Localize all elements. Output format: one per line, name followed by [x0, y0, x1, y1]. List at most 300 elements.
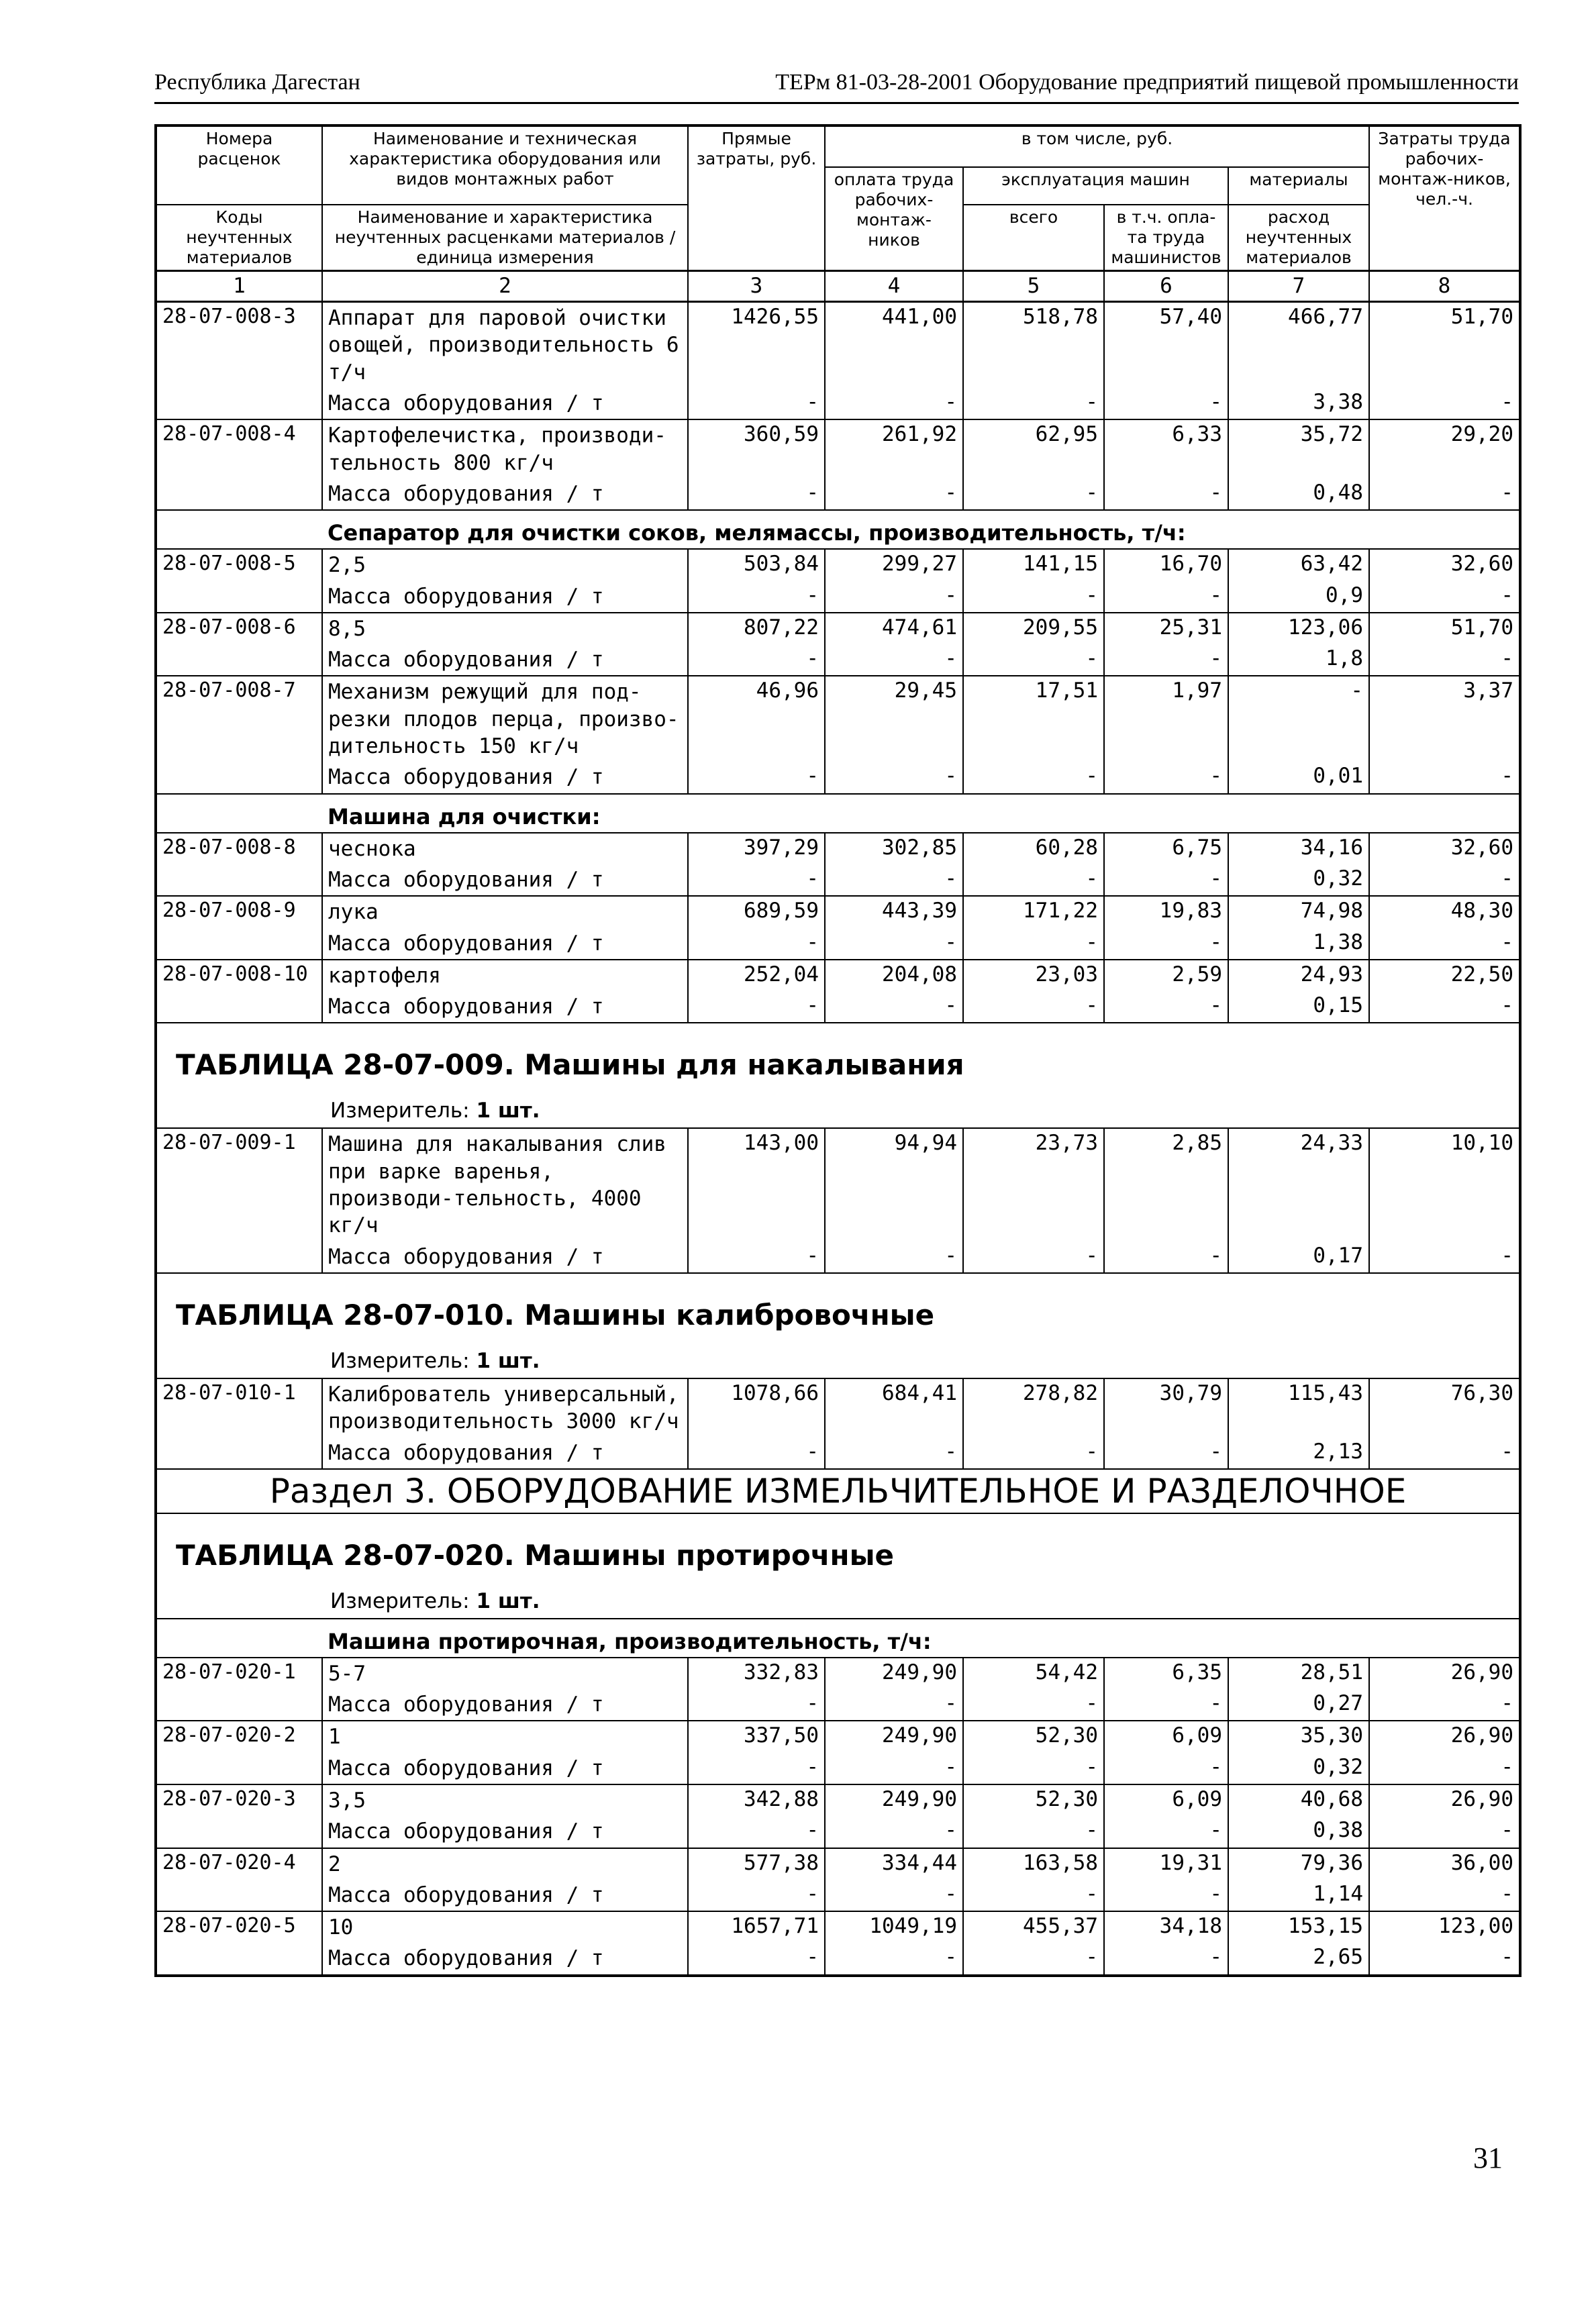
wages-value: 249,90 — [825, 1784, 963, 1816]
rate-code: 28-07-020-1 — [156, 1658, 322, 1689]
materials-mass-value: 0,32 — [1228, 1753, 1369, 1784]
direct-costs-mass-value: - — [688, 1689, 825, 1721]
machine-total-value: 209,55 — [963, 613, 1104, 644]
wages-value: 94,94 — [825, 1128, 963, 1241]
direct-costs-value: 807,22 — [688, 613, 825, 644]
page-number: 31 — [1473, 2141, 1503, 2174]
labor-hours-mass-value: - — [1369, 581, 1520, 613]
direct-costs-value: 46,96 — [688, 676, 825, 762]
machine-total-value: 163,58 — [963, 1848, 1104, 1880]
direct-costs-value: 577,38 — [688, 1848, 825, 1880]
operator-wages-mass-value: - — [1104, 1437, 1228, 1469]
materials-value: 123,06 — [1228, 613, 1369, 644]
materials-value: 153,15 — [1228, 1911, 1369, 1943]
operator-wages-value: 6,09 — [1104, 1784, 1228, 1816]
materials-mass-value: 0,32 — [1228, 864, 1369, 896]
table-row — [156, 1911, 1520, 1943]
machine-total-mass-value: - — [963, 581, 1104, 613]
operator-wages-value: 30,79 — [1104, 1378, 1228, 1437]
operator-wages-mass-value: - — [1104, 762, 1228, 793]
labor-hours-mass-value: - — [1369, 1880, 1520, 1911]
labor-hours-mass-value: - — [1369, 1943, 1520, 1975]
equipment-name: 2,5 — [322, 549, 688, 580]
measurement-unit — [162, 1340, 1513, 1376]
table-row — [156, 1784, 1520, 1816]
empty-code-cell — [156, 1753, 322, 1784]
equipment-name: 2 — [322, 1848, 688, 1880]
rate-code: 28-07-008-10 — [156, 960, 322, 991]
group-heading: Машина протирочная, производительность, т/ч: — [322, 1619, 1520, 1658]
operator-wages-mass-value: - — [1104, 991, 1228, 1023]
operator-wages-mass-value: - — [1104, 928, 1228, 960]
equipment-name: чеснока — [322, 833, 688, 864]
mass-row — [156, 762, 1520, 793]
table-row — [156, 833, 1520, 864]
direct-costs-mass-value: - — [688, 762, 825, 793]
machine-total-mass-value: - — [963, 928, 1104, 960]
section-title: Раздел 3. ОБОРУДОВАНИЕ ИЗМЕЛЬЧИТЕЛЬНОЕ И РАЗДЕЛОЧНОЕ — [156, 1469, 1520, 1513]
materials-value: 115,43 — [1228, 1378, 1369, 1437]
direct-costs-value: 332,83 — [688, 1658, 825, 1689]
materials-value: 35,30 — [1228, 1721, 1369, 1752]
mass-label: Масса оборудования / т — [322, 1880, 688, 1911]
labor-hours-value: 26,90 — [1369, 1784, 1520, 1816]
table-row — [156, 549, 1520, 580]
table-row — [156, 1128, 1520, 1241]
mass-row — [156, 581, 1520, 613]
direct-costs-value: 337,50 — [688, 1721, 825, 1752]
operator-wages-value: 19,83 — [1104, 896, 1228, 927]
group-spacer — [156, 794, 322, 833]
empty-code-cell — [156, 864, 322, 896]
empty-code-cell — [156, 644, 322, 676]
machine-total-mass-value: - — [963, 1689, 1104, 1721]
empty-code-cell — [156, 991, 322, 1023]
labor-hours-value: 26,90 — [1369, 1658, 1520, 1689]
mass-label: Масса оборудования / т — [322, 1689, 688, 1721]
materials-value: 24,93 — [1228, 960, 1369, 991]
equipment-name: Механизм режущий для под-резки плодов перца, произво-дительность 150 кг/ч — [322, 676, 688, 762]
direct-costs-mass-value: - — [688, 478, 825, 510]
rate-code: 28-07-008-4 — [156, 419, 322, 478]
empty-code-cell — [156, 581, 322, 613]
wages-mass-value: - — [825, 581, 963, 613]
direct-costs-mass-value: - — [688, 1753, 825, 1784]
group-heading-row — [156, 510, 1520, 549]
materials-value: 79,36 — [1228, 1848, 1369, 1880]
labor-hours-value: 26,90 — [1369, 1721, 1520, 1752]
measurement-unit — [162, 1089, 1513, 1125]
direct-costs-value: 143,00 — [688, 1128, 825, 1241]
rate-code: 28-07-008-3 — [156, 302, 322, 388]
labor-hours-mass-value: - — [1369, 864, 1520, 896]
wages-mass-value: - — [825, 478, 963, 510]
machine-total-value: 23,03 — [963, 960, 1104, 991]
direct-costs-value: 503,84 — [688, 549, 825, 580]
labor-hours-value: 36,00 — [1369, 1848, 1520, 1880]
operator-wages-mass-value: - — [1104, 388, 1228, 419]
group-heading: Машина для очистки: — [322, 794, 1520, 833]
labor-hours-mass-value: - — [1369, 762, 1520, 793]
wages-mass-value: - — [825, 864, 963, 896]
materials-value: 28,51 — [1228, 1658, 1369, 1689]
direct-costs-mass-value: - — [688, 1437, 825, 1469]
wages-mass-value: - — [825, 1880, 963, 1911]
unit-label: Измеритель: — [330, 1348, 470, 1373]
wages-mass-value: - — [825, 991, 963, 1023]
wages-value: 204,08 — [825, 960, 963, 991]
mass-row — [156, 1880, 1520, 1911]
machine-total-value: 52,30 — [963, 1784, 1104, 1816]
labor-hours-value: 32,60 — [1369, 549, 1520, 580]
materials-mass-value: 0,9 — [1228, 581, 1369, 613]
mass-label: Масса оборудования / т — [322, 388, 688, 419]
header-document-title: ТЕРм 81-03-28-2001 Оборудование предприятий пищевой промышленности — [775, 70, 1519, 95]
operator-wages-mass-value: - — [1104, 644, 1228, 676]
mass-row — [156, 1242, 1520, 1273]
labor-hours-value: 22,50 — [1369, 960, 1520, 991]
machine-total-mass-value: - — [963, 1242, 1104, 1273]
col-total-header: всего — [963, 205, 1104, 271]
wages-value: 302,85 — [825, 833, 963, 864]
materials-mass-value: 0,48 — [1228, 478, 1369, 510]
operator-wages-value: 6,33 — [1104, 419, 1228, 478]
empty-code-cell — [156, 478, 322, 510]
labor-hours-mass-value: - — [1369, 644, 1520, 676]
wages-mass-value: - — [825, 1242, 963, 1273]
mass-label: Масса оборудования / т — [322, 1753, 688, 1784]
materials-mass-value: 2,13 — [1228, 1437, 1369, 1469]
rate-code: 28-07-008-7 — [156, 676, 322, 762]
col-direct-costs-header: Прямые затраты, руб. — [688, 125, 825, 271]
materials-value: - — [1228, 676, 1369, 762]
materials-value: 74,98 — [1228, 896, 1369, 927]
mass-label: Масса оборудования / т — [322, 1242, 688, 1273]
labor-hours-mass-value: - — [1369, 478, 1520, 510]
operator-wages-mass-value: - — [1104, 1242, 1228, 1273]
table-row — [156, 1848, 1520, 1880]
operator-wages-value: 25,31 — [1104, 613, 1228, 644]
wages-value: 29,45 — [825, 676, 963, 762]
column-numbers-row: 1 2 3 4 5 6 7 8 — [156, 271, 1520, 302]
equipment-name: лука — [322, 896, 688, 927]
table-row — [156, 302, 1520, 388]
operator-wages-mass-value: - — [1104, 1816, 1228, 1848]
machine-total-value: 171,22 — [963, 896, 1104, 927]
labor-hours-value: 48,30 — [1369, 896, 1520, 927]
direct-costs-mass-value: - — [688, 1242, 825, 1273]
machine-total-mass-value: - — [963, 991, 1104, 1023]
materials-mass-value: 0,38 — [1228, 1816, 1369, 1848]
wages-mass-value: - — [825, 644, 963, 676]
labor-hours-value: 76,30 — [1369, 1378, 1520, 1437]
labor-hours-value: 10,10 — [1369, 1128, 1520, 1241]
machine-total-mass-value: - — [963, 644, 1104, 676]
empty-code-cell — [156, 1437, 322, 1469]
operator-wages-value: 6,35 — [1104, 1658, 1228, 1689]
table-row — [156, 1721, 1520, 1752]
table-body — [156, 302, 1520, 1976]
rate-code: 28-07-020-3 — [156, 1784, 322, 1816]
machine-total-value: 455,37 — [963, 1911, 1104, 1943]
section-heading-row — [156, 1469, 1520, 1513]
operator-wages-mass-value: - — [1104, 864, 1228, 896]
wages-value: 249,90 — [825, 1721, 963, 1752]
direct-costs-value: 342,88 — [688, 1784, 825, 1816]
machine-total-value: 52,30 — [963, 1721, 1104, 1752]
wages-value: 249,90 — [825, 1658, 963, 1689]
table-header — [156, 125, 1520, 302]
operator-wages-value: 1,97 — [1104, 676, 1228, 762]
labor-hours-value: 32,60 — [1369, 833, 1520, 864]
operator-wages-value: 34,18 — [1104, 1911, 1228, 1943]
mass-label: Масса оборудования / т — [322, 762, 688, 793]
rates-table — [154, 124, 1522, 1977]
labor-hours-mass-value: - — [1369, 1816, 1520, 1848]
wages-mass-value: - — [825, 1943, 963, 1975]
operator-wages-mass-value: - — [1104, 581, 1228, 613]
equipment-name: 3,5 — [322, 1784, 688, 1816]
group-spacer — [156, 510, 322, 549]
mass-row — [156, 1689, 1520, 1721]
materials-value: 34,16 — [1228, 833, 1369, 864]
unit-value: 1 шт. — [476, 1588, 540, 1613]
unit-value: 1 шт. — [476, 1099, 540, 1123]
mass-label: Масса оборудования / т — [322, 1943, 688, 1975]
machine-total-value: 62,95 — [963, 419, 1104, 478]
wages-mass-value: - — [825, 388, 963, 419]
direct-costs-mass-value: - — [688, 864, 825, 896]
machine-total-value: 23,73 — [963, 1128, 1104, 1241]
table-row — [156, 896, 1520, 927]
labor-hours-value: 51,70 — [1369, 302, 1520, 388]
machine-total-mass-value: - — [963, 1437, 1104, 1469]
direct-costs-value: 1078,66 — [688, 1378, 825, 1437]
operator-wages-mass-value: - — [1104, 1880, 1228, 1911]
direct-costs-value: 1657,71 — [688, 1911, 825, 1943]
wages-value: 299,27 — [825, 549, 963, 580]
operator-wages-value: 57,40 — [1104, 302, 1228, 388]
direct-costs-mass-value: - — [688, 928, 825, 960]
materials-value: 466,77 — [1228, 302, 1369, 388]
operator-wages-mass-value: - — [1104, 478, 1228, 510]
materials-value: 40,68 — [1228, 1784, 1369, 1816]
mass-label: Масса оборудования / т — [322, 644, 688, 676]
table-row — [156, 1378, 1520, 1437]
machine-total-mass-value: - — [963, 1753, 1104, 1784]
table-title: ТАБЛИЦА 28-07-010. Машины калибровочные — [176, 1298, 935, 1331]
table-row — [156, 960, 1520, 991]
labor-hours-mass-value: - — [1369, 991, 1520, 1023]
table-heading — [156, 1023, 1520, 1128]
empty-code-cell — [156, 388, 322, 419]
running-header — [154, 67, 1519, 104]
machine-total-value: 17,51 — [963, 676, 1104, 762]
mass-row — [156, 388, 1520, 419]
equipment-name: 1 — [322, 1721, 688, 1752]
machine-total-mass-value: - — [963, 864, 1104, 896]
incl-header: в том числе, руб. — [825, 125, 1369, 167]
machine-total-mass-value: - — [963, 1880, 1104, 1911]
machine-total-mass-value: - — [963, 1943, 1104, 1975]
table-heading-row — [156, 1023, 1520, 1128]
rate-code: 28-07-010-1 — [156, 1378, 322, 1437]
operator-wages-value: 6,09 — [1104, 1721, 1228, 1752]
labor-hours-mass-value: - — [1369, 928, 1520, 960]
direct-costs-value: 252,04 — [688, 960, 825, 991]
labor-hours-mass-value: - — [1369, 388, 1520, 419]
materials-mass-value: 0,01 — [1228, 762, 1369, 793]
labor-hours-mass-value: - — [1369, 1242, 1520, 1273]
wages-mass-value: - — [825, 762, 963, 793]
mass-label: Масса оборудования / т — [322, 1437, 688, 1469]
empty-code-cell — [156, 1689, 322, 1721]
machine-total-value: 60,28 — [963, 833, 1104, 864]
direct-costs-mass-value: - — [688, 1943, 825, 1975]
mass-label: Масса оборудования / т — [322, 991, 688, 1023]
col-name-header: Наименование и техническая характеристика оборудования или видов монтажных работ — [322, 125, 688, 205]
direct-costs-value: 397,29 — [688, 833, 825, 864]
mass-row — [156, 1437, 1520, 1469]
header-region: Республика Дагестан — [154, 70, 360, 95]
empty-code-cell — [156, 762, 322, 793]
table-row — [156, 676, 1520, 762]
labor-hours-value: 51,70 — [1369, 613, 1520, 644]
table-heading-row — [156, 1513, 1520, 1619]
wages-value: 443,39 — [825, 896, 963, 927]
machine-total-mass-value: - — [963, 388, 1104, 419]
operator-wages-mass-value: - — [1104, 1689, 1228, 1721]
unit-label: Измеритель: — [330, 1099, 470, 1123]
rate-code: 28-07-009-1 — [156, 1128, 322, 1241]
materials-mass-value: 3,38 — [1228, 388, 1369, 419]
mass-label: Масса оборудования / т — [322, 1816, 688, 1848]
mass-row — [156, 1943, 1520, 1975]
mass-row — [156, 478, 1520, 510]
labor-hours-value: 3,37 — [1369, 676, 1520, 762]
materials-mass-value: 1,8 — [1228, 644, 1369, 676]
col-operator-wages-header: в т.ч. опла-та труда машинистов — [1104, 205, 1228, 271]
table-row — [156, 1658, 1520, 1689]
table-title: ТАБЛИЦА 28-07-020. Машины протирочные — [176, 1538, 895, 1572]
labor-hours-value: 29,20 — [1369, 419, 1520, 478]
equipment-name: Аппарат для паровой очистки овощей, производительность 6 т/ч — [322, 302, 688, 388]
operator-wages-value: 6,75 — [1104, 833, 1228, 864]
table-heading-row — [156, 1273, 1520, 1378]
col-labor-header: Затраты труда рабочих-монтаж-ников, чел.-ч. — [1369, 125, 1520, 271]
machine-total-value: 278,82 — [963, 1378, 1104, 1437]
equipment-name: Картофелечистка, производи-тельность 800 кг/ч — [322, 419, 688, 478]
operator-wages-value: 2,85 — [1104, 1128, 1228, 1241]
mass-row — [156, 928, 1520, 960]
unit-value: 1 шт. — [476, 1348, 540, 1373]
wages-mass-value: - — [825, 1689, 963, 1721]
equipment-name: Калиброватель универсальный, производительность 3000 кг/ч — [322, 1378, 688, 1437]
mass-row — [156, 1816, 1520, 1848]
operator-wages-mass-value: - — [1104, 1753, 1228, 1784]
wages-mass-value: - — [825, 928, 963, 960]
materials-mass-value: 0,27 — [1228, 1689, 1369, 1721]
materials-mass-value: 0,17 — [1228, 1242, 1369, 1273]
col-material-name-header: Наименование и характеристика неучтенных расценками материалов / единица измерения — [322, 205, 688, 271]
machine-total-value: 54,42 — [963, 1658, 1104, 1689]
wages-value: 261,92 — [825, 419, 963, 478]
direct-costs-mass-value: - — [688, 1880, 825, 1911]
mass-row — [156, 1753, 1520, 1784]
direct-costs-mass-value: - — [688, 581, 825, 613]
rate-code: 28-07-008-5 — [156, 549, 322, 580]
rate-code: 28-07-020-4 — [156, 1848, 322, 1880]
direct-costs-mass-value: - — [688, 388, 825, 419]
machine-total-mass-value: - — [963, 762, 1104, 793]
table-heading — [156, 1273, 1520, 1378]
group-heading: Сепаратор для очистки соков, мелямассы, производительность, т/ч: — [322, 510, 1520, 549]
unit-label: Измеритель: — [330, 1588, 470, 1613]
operator-wages-value: 16,70 — [1104, 549, 1228, 580]
wages-value: 684,41 — [825, 1378, 963, 1437]
equipment-name: 10 — [322, 1911, 688, 1943]
direct-costs-value: 360,59 — [688, 419, 825, 478]
rate-code: 28-07-008-9 — [156, 896, 322, 927]
group-heading-row — [156, 1619, 1520, 1658]
mass-row — [156, 991, 1520, 1023]
labor-hours-mass-value: - — [1369, 1437, 1520, 1469]
direct-costs-mass-value: - — [688, 991, 825, 1023]
operator-wages-value: 19,31 — [1104, 1848, 1228, 1880]
mass-label: Масса оборудования / т — [322, 581, 688, 613]
wages-value: 474,61 — [825, 613, 963, 644]
mass-label: Масса оборудования / т — [322, 478, 688, 510]
materials-header: материалы — [1228, 167, 1369, 205]
direct-costs-value: 689,59 — [688, 896, 825, 927]
operator-wages-value: 2,59 — [1104, 960, 1228, 991]
mass-row — [156, 644, 1520, 676]
wages-mass-value: - — [825, 1437, 963, 1469]
wages-mass-value: - — [825, 1753, 963, 1784]
table-heading — [156, 1513, 1520, 1619]
col-material-codes-header: Коды неучтенных материалов — [156, 205, 322, 271]
table-title: ТАБЛИЦА 28-07-009. Машины для накалывания — [176, 1048, 964, 1082]
empty-code-cell — [156, 928, 322, 960]
mass-label: Масса оборудования / т — [322, 864, 688, 896]
labor-hours-mass-value: - — [1369, 1689, 1520, 1721]
empty-code-cell — [156, 1242, 322, 1273]
rate-code: 28-07-020-5 — [156, 1911, 322, 1943]
measurement-unit — [162, 1580, 1513, 1616]
wages-mass-value: - — [825, 1816, 963, 1848]
rate-code: 28-07-020-2 — [156, 1721, 322, 1752]
col-rate-numbers-header: Номера расценок — [156, 125, 322, 205]
materials-value: 35,72 — [1228, 419, 1369, 478]
equipment-name: картофеля — [322, 960, 688, 991]
equipment-name: 8,5 — [322, 613, 688, 644]
empty-code-cell — [156, 1816, 322, 1848]
equipment-name: Машина для накалывания слив при варке варенья, производи-тельность, 4000 кг/ч — [322, 1128, 688, 1241]
table-row — [156, 419, 1520, 478]
materials-value: 24,33 — [1228, 1128, 1369, 1241]
direct-costs-value: 1426,55 — [688, 302, 825, 388]
group-heading-row — [156, 794, 1520, 833]
wages-value: 1049,19 — [825, 1911, 963, 1943]
group-spacer — [156, 1619, 322, 1658]
rate-code: 28-07-008-6 — [156, 613, 322, 644]
rate-code: 28-07-008-8 — [156, 833, 322, 864]
materials-mass-value: 1,38 — [1228, 928, 1369, 960]
materials-mass-value: 0,15 — [1228, 991, 1369, 1023]
mass-label: Масса оборудования / т — [322, 928, 688, 960]
mass-row — [156, 864, 1520, 896]
machine-total-mass-value: - — [963, 478, 1104, 510]
